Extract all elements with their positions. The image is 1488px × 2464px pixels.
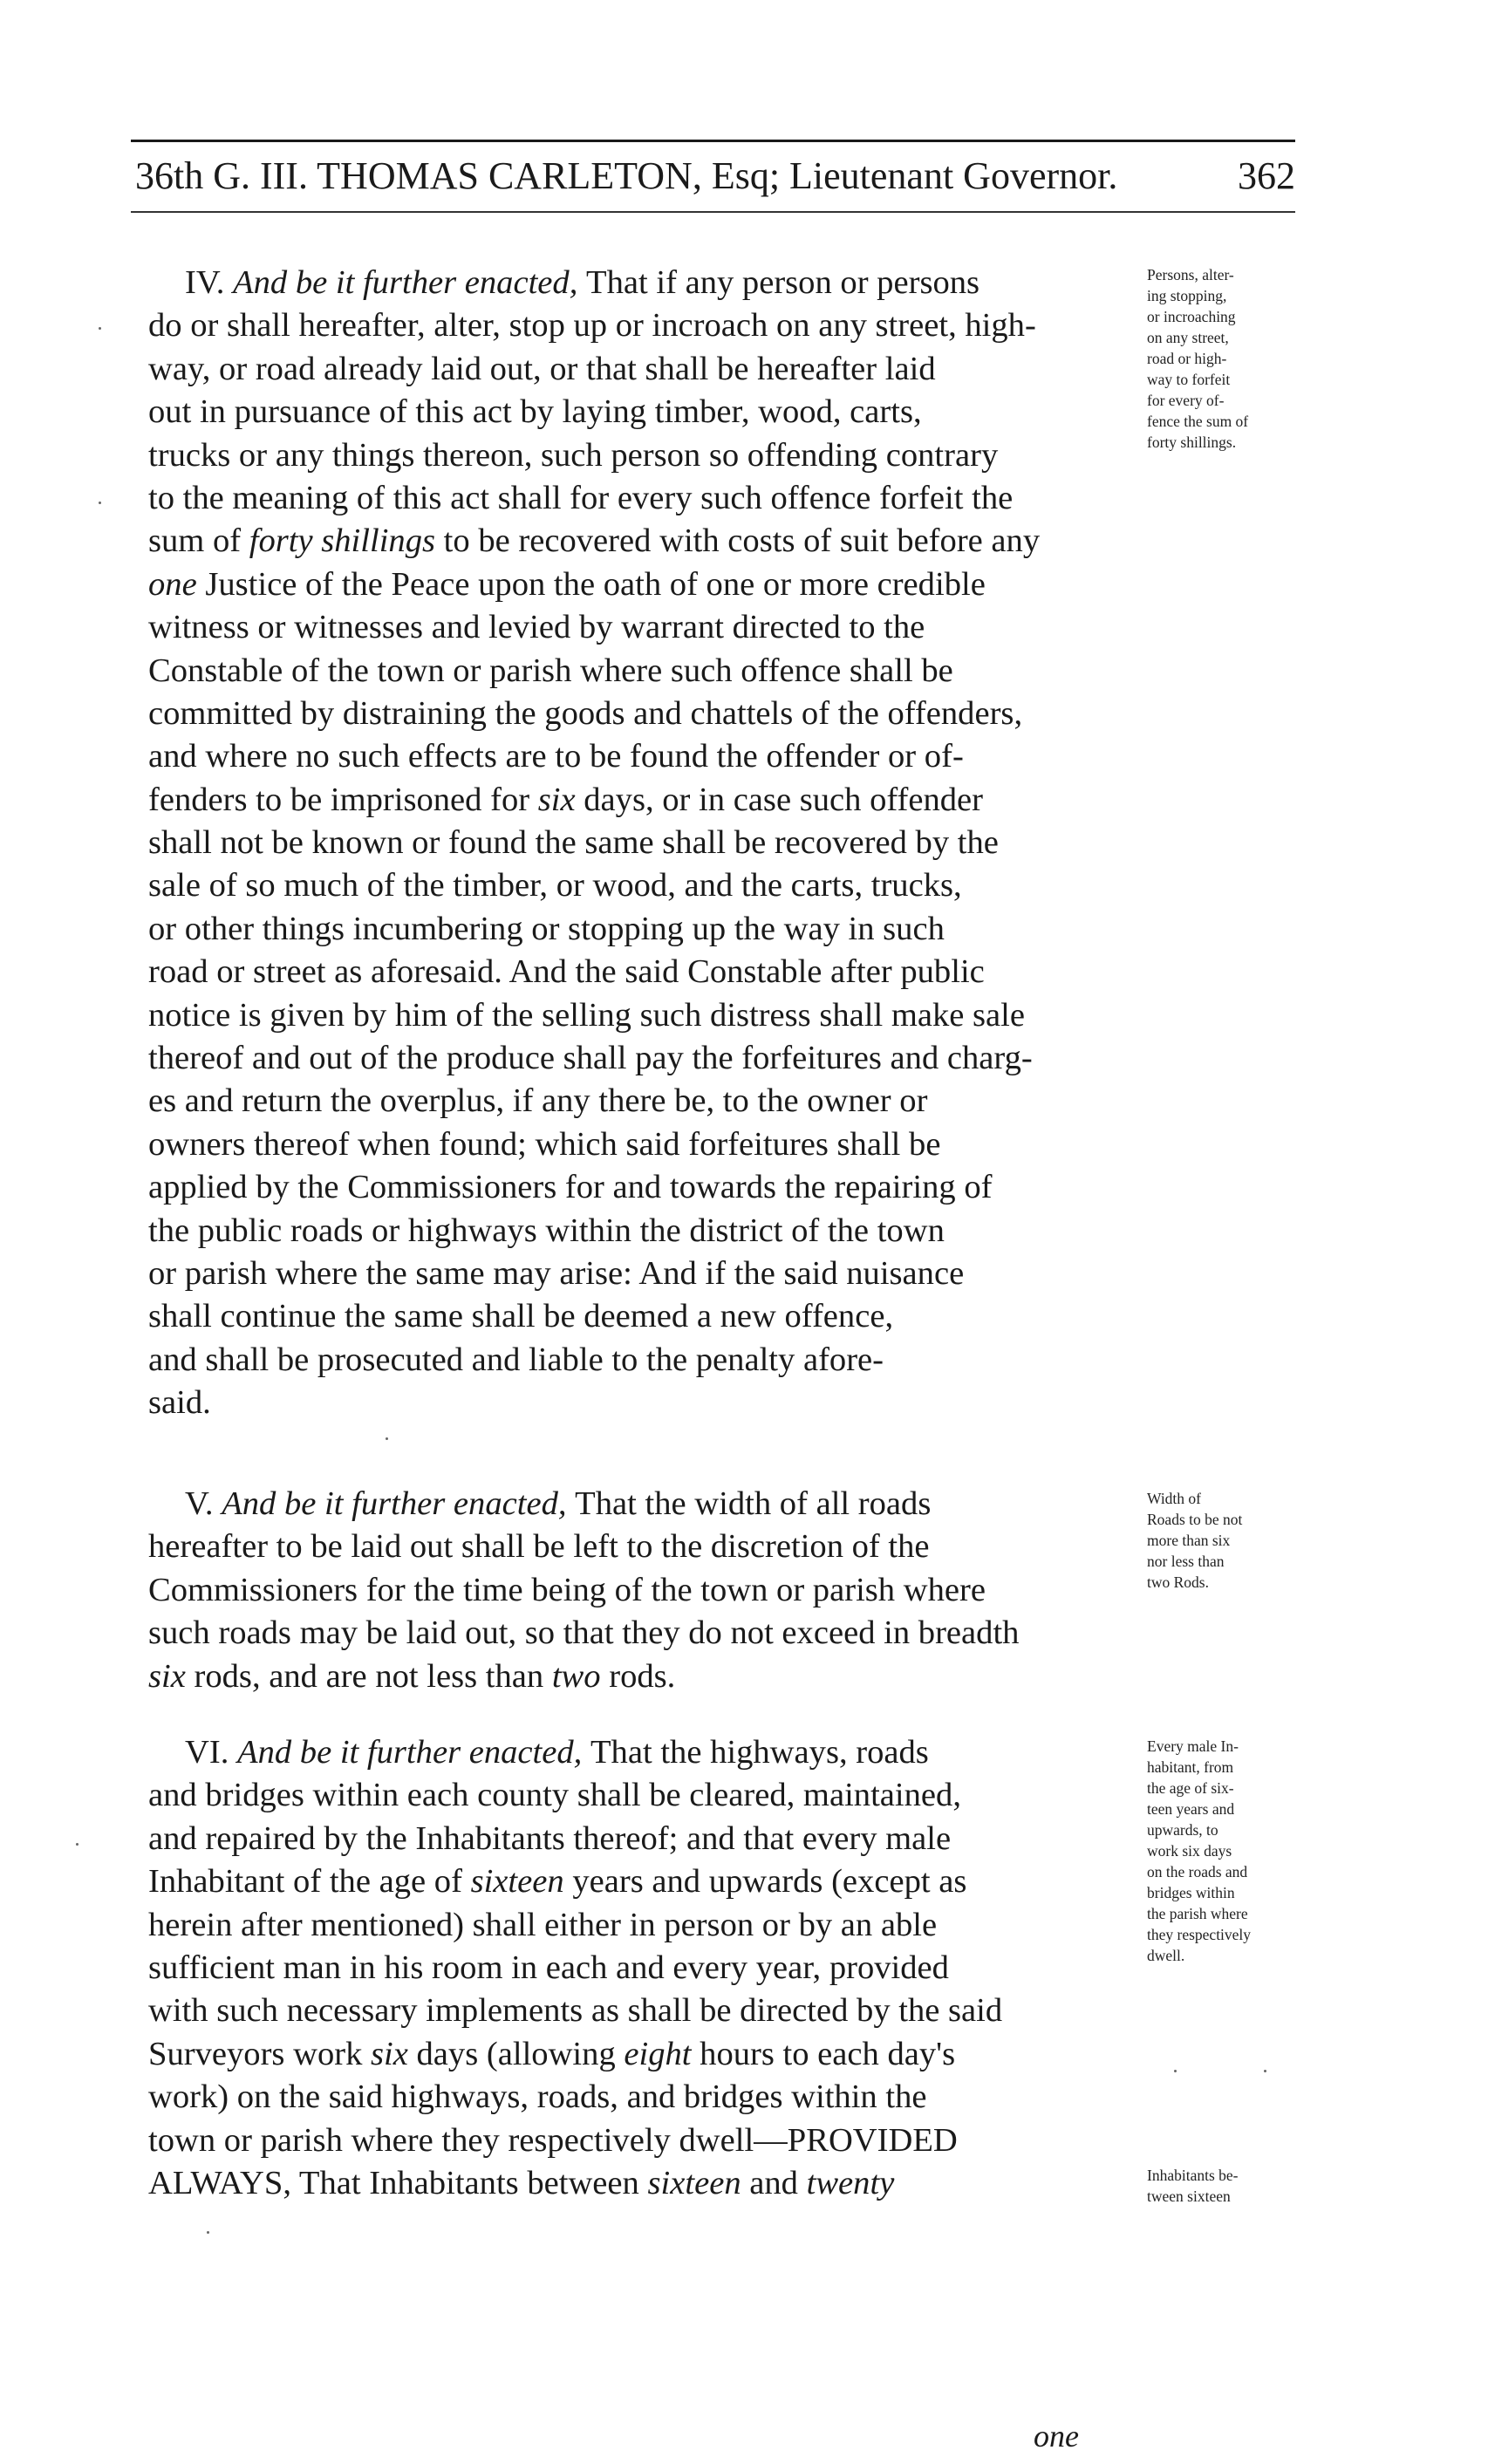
section-iv-line: do or shall hereafter, alter, stop up or incroach on any street, high-	[148, 307, 1036, 345]
margin-note-line: way to forfeit	[1147, 371, 1231, 388]
section-iv-line: said.	[148, 1384, 211, 1422]
margin-note-line: Width of	[1147, 1490, 1201, 1507]
margin-note-line: the parish where	[1147, 1905, 1248, 1922]
section-iv-line: the public roads or highways within the district of the town	[148, 1212, 945, 1249]
print-speck	[207, 2231, 209, 2234]
margin-note-line: on any street,	[1147, 329, 1229, 346]
section-iv-line: and shall be prosecuted and liable to the penalty afore-	[148, 1341, 884, 1378]
section-v-line: Commissioners for the time being of the town or parish where	[148, 1571, 986, 1608]
margin-note-line: more than six	[1147, 1532, 1231, 1549]
section-iv-line: applied by the Commissioners for and towards the repairing of	[148, 1169, 993, 1206]
print-speck	[1264, 2070, 1266, 2072]
section-iv-line: shall not be known or found the same shall be recovered by the	[148, 824, 999, 862]
header-rule-top	[131, 140, 1295, 142]
page-number: 362	[1238, 154, 1295, 197]
section-vi-line: herein after mentioned) shall either in person or by an able	[148, 1906, 938, 1943]
print-speck	[76, 1843, 78, 1846]
section-v-line: such roads may be laid out, so that they do not exceed in breadth	[148, 1614, 1020, 1652]
section-v-line-rods: six rods, and are not less than two rods.	[148, 1657, 676, 1695]
section-v-line-1: V. And be it further enacted, That the width of all roads	[185, 1485, 932, 1522]
margin-note-line: tween sixteen	[1147, 2188, 1231, 2205]
section-iv-line: way, or road already laid out, or that shall be hereafter laid	[148, 350, 936, 387]
section-iv-line-one-justice: one Justice of the Peace upon the oath of one or more credible	[148, 565, 986, 603]
margin-note-line: work six days	[1147, 1842, 1232, 1860]
margin-note-line: fence the sum of	[1147, 413, 1249, 430]
margin-note-inhabitants-between	[1147, 2165, 1330, 2207]
print-speck	[99, 502, 101, 504]
margin-note-line: upwards, to	[1147, 1821, 1218, 1839]
section-vi-line: and bridges within each county shall be cleared, maintained,	[148, 1777, 961, 1814]
section-vi-line: and repaired by the Inhabitants thereof; and that every male	[148, 1819, 952, 1857]
section-iv-line: notice is given by him of the selling such distress shall make sale	[148, 996, 1025, 1034]
margin-note-line: the age of six-	[1147, 1779, 1234, 1797]
margin-note-line: dwell.	[1147, 1947, 1185, 1964]
section-v-line: hereafter to be laid out shall be left to the discretion of the	[148, 1528, 930, 1566]
section-iv-line: sale of so much of the timber, or wood, and the carts, trucks,	[148, 867, 962, 904]
section-iv-line: owners thereof when found; which said forfeitures shall be	[148, 1125, 941, 1163]
margin-note-line: road or high-	[1147, 350, 1227, 367]
running-head	[135, 147, 1295, 206]
print-speck	[1174, 2070, 1177, 2072]
header-rule-bottom	[131, 211, 1295, 213]
section-vi	[148, 1731, 1125, 2205]
margin-note-line: for every of-	[1147, 392, 1225, 409]
margin-note-line: Roads to be not	[1147, 1511, 1243, 1528]
section-iv-line: road or street as aforesaid. And the said Constable after public	[148, 953, 985, 991]
section-iv-line: es and return the overplus, if any there be, to the owner or	[148, 1082, 928, 1120]
section-vi-line: with such necessary implements as shall be directed by the said	[148, 1992, 1003, 2030]
section-iv-line: to the meaning of this act shall for every such offence forfeit the	[148, 479, 1014, 516]
margin-note-male-inhabitants	[1147, 1736, 1330, 1966]
section-vi-line-six-days: Surveyors work six days (allowing eight hours to each day's	[148, 2035, 956, 2072]
section-iv-line-six-days: fenders to be imprisoned for six days, or in case such offender	[148, 781, 984, 818]
margin-note-line: ing stopping,	[1147, 287, 1227, 304]
section-iv-line: shall continue the same shall be deemed a new offence,	[148, 1298, 894, 1335]
section-vi-line: sufficient man in his room in each and every year, provided	[148, 1949, 949, 1986]
margin-note-width-of-roads	[1147, 1488, 1330, 1593]
running-head-title: 36th G. III. THOMAS CARLETON, Esq; Lieutenant Governor.	[135, 154, 1118, 197]
section-v	[148, 1483, 1125, 1698]
margin-note-line: teen years and	[1147, 1800, 1235, 1818]
section-iv-line-forty-shillings: sum of forty shillings to be recovered with costs of suit before any	[148, 522, 1041, 560]
section-iv-line: out in pursuance of this act by laying timber, wood, carts,	[148, 393, 922, 431]
section-iv-line-1: IV. And be it further enacted, That if any person or persons	[185, 264, 980, 301]
margin-note-line: nor less than	[1147, 1553, 1225, 1570]
margin-note-line: two Rods.	[1147, 1573, 1209, 1591]
section-vi-line-1: VI. And be it further enacted, That the highways, roads	[185, 1734, 929, 1771]
catchword: one	[1034, 2419, 1079, 2454]
print-speck	[99, 327, 101, 330]
section-iv-line: committed by distraining the goods and chattels of the offenders,	[148, 694, 1023, 732]
section-iv-line: trucks or any things thereon, such person so offending contrary	[148, 436, 999, 474]
section-iv-line: thereof and out of the produce shall pay the forfeitures and charg-	[148, 1040, 1033, 1077]
margin-note-line: on the roads and	[1147, 1863, 1248, 1880]
section-iv-line: and where no such effects are to be found the offender or of-	[148, 738, 964, 775]
section-vi-line-sixteen: Inhabitant of the age of sixteen years and upwards (except as	[148, 1863, 967, 1901]
margin-note-line: habitant, from	[1147, 1758, 1234, 1776]
section-iv-line: witness or witnesses and levied by warrant directed to the	[148, 609, 925, 646]
margin-note-line: Every male In-	[1147, 1737, 1239, 1755]
section-iv	[148, 262, 1125, 1425]
margin-note-line: they respectively	[1147, 1926, 1252, 1943]
section-iv-line: or other things incumbering or stopping up the way in such	[148, 910, 945, 947]
margin-note-line: Inhabitants be-	[1147, 2167, 1239, 2184]
section-vi-line: town or parish where they respectively dwell—PROVIDED	[148, 2121, 958, 2159]
print-speck	[386, 1437, 388, 1440]
margin-note-line: forty shillings.	[1147, 433, 1237, 451]
margin-note-line: or incroaching	[1147, 308, 1236, 325]
margin-note-line: Persons, alter-	[1147, 266, 1234, 283]
section-iv-line: or parish where the same may arise: And if the said nuisance	[148, 1254, 965, 1292]
section-vi-line: work) on the said highways, roads, and bridges within the	[148, 2078, 927, 2116]
margin-note-incroaching	[1147, 264, 1330, 453]
margin-note-line: bridges within	[1147, 1884, 1235, 1901]
section-vi-line-always: ALWAYS, That Inhabitants between sixteen and twenty	[148, 2164, 895, 2201]
section-iv-line: Constable of the town or parish where such offence shall be	[148, 652, 953, 689]
